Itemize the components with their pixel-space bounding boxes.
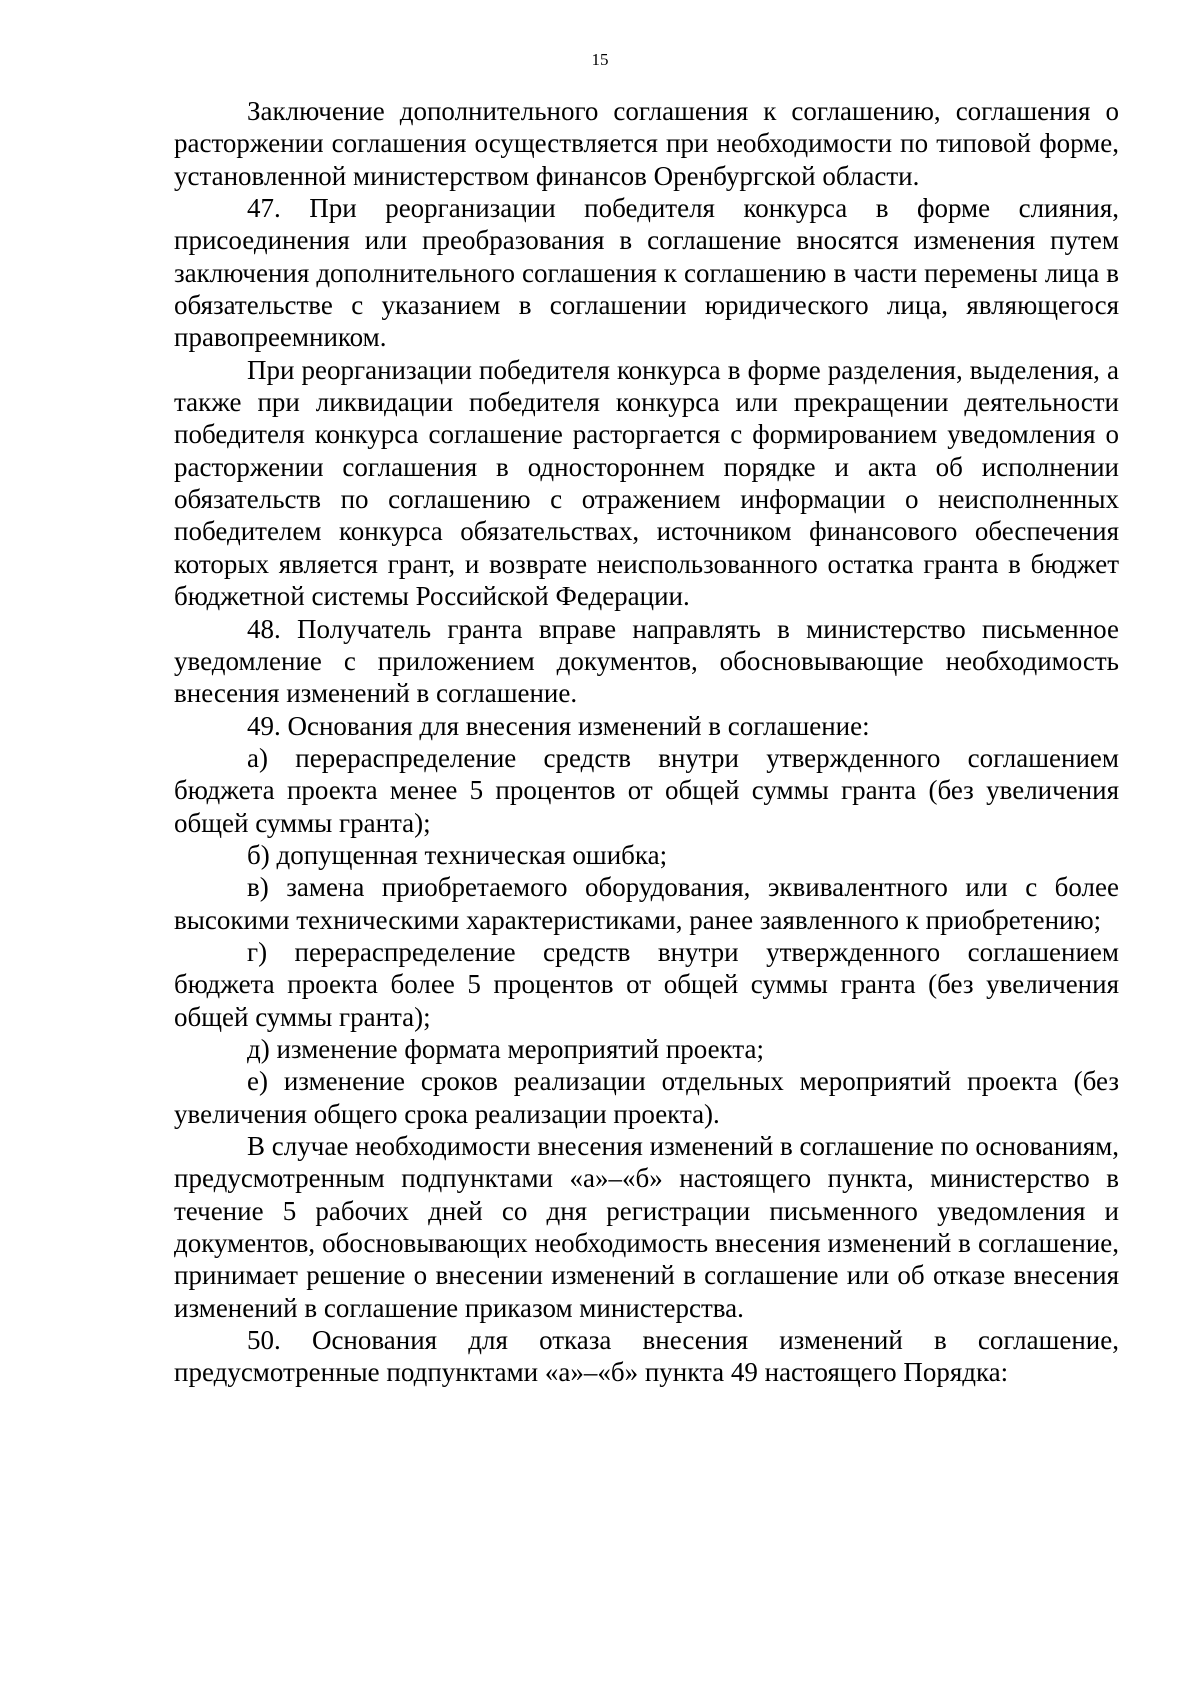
list-item-b: б) допущенная техническая ошибка; bbox=[247, 839, 668, 870]
paragraph-changes-decision: В случае необходимости внесения изменений в соглашение по основаниям, предусмотренным подпунктами «а»–«б» настоящего пункта, министерство в течение 5 рабочих дней со дня регистрации письменного уведомления и документов, обосновывающих необходимость внесения изменений в соглашение, принимает решение о внесении изменений в соглашение или об отказе внесения изменений в соглашение приказом министерства. bbox=[174, 1131, 1119, 1323]
paragraph-47: 47. При реорганизации победителя конкурса в форме слияния, присоединения или преобразования в соглашение вносятся изменения путем заключения дополнительного соглашения к соглашению в части перемены лица в обязательстве с указанием в соглашении юридического лица, являющегося правопреемником. bbox=[174, 193, 1119, 353]
list-item-a: а) перераспределение средств внутри утвержденного соглашением бюджета проекта менее 5 процентов от общей суммы гранта (без увеличения общей суммы гранта); bbox=[174, 742, 1119, 838]
list-item-v: в) замена приобретаемого оборудования, эквивалентного или с более высокими техническими характеристиками, ранее заявленного к приобретению; bbox=[174, 872, 1119, 935]
paragraph-reorganization-termination: При реорганизации победителя конкурса в форме разделения, выделения, а также при ликвидации победителя конкурса или прекращении деятельности победителя конкурса соглашение расторгается с формированием уведомления о расторжении соглашения в одностороннем порядке и акта об исполнении обязательств по соглашению с отражением информации о неисполненных победителем конкурса обязательствах, источником финансового обеспечения которых является грант, и возврате неиспользованного остатка гранта в бюджет бюджетной системы Российской Федерации. bbox=[174, 354, 1119, 612]
list-item-d: д) изменение формата мероприятий проекта; bbox=[247, 1033, 764, 1064]
paragraph-48: 48. Получатель гранта вправе направлять в министерство письменное уведомление с приложением документов, обосновывающие необходимость внесения изменений в соглашение. bbox=[174, 613, 1119, 709]
list-item-g: г) перераспределение средств внутри утвержденного соглашением бюджета проекта более 5 процентов от общей суммы гранта (без увеличения общей суммы гранта); bbox=[174, 936, 1119, 1032]
paragraph-agreement-forms: Заключение дополнительного соглашения к соглашению, соглашения о расторжении соглашения осуществляется при необходимости по типовой форме, установленной министерством финансов Оренбургской области. bbox=[174, 96, 1119, 191]
paragraph-49: 49. Основания для внесения изменений в соглашение: bbox=[247, 710, 870, 741]
page-number: 15 bbox=[591, 50, 609, 69]
document-body bbox=[174, 95, 1119, 1389]
list-item-e: е) изменение сроков реализации отдельных мероприятий проекта (без увеличения общего срока реализации проекта). bbox=[174, 1066, 1119, 1129]
paragraph-50: 50. Основания для отказа внесения изменений в соглашение, предусмотренные подпунктами «а»–«б» пункта 49 настоящего Порядка: bbox=[174, 1325, 1119, 1388]
